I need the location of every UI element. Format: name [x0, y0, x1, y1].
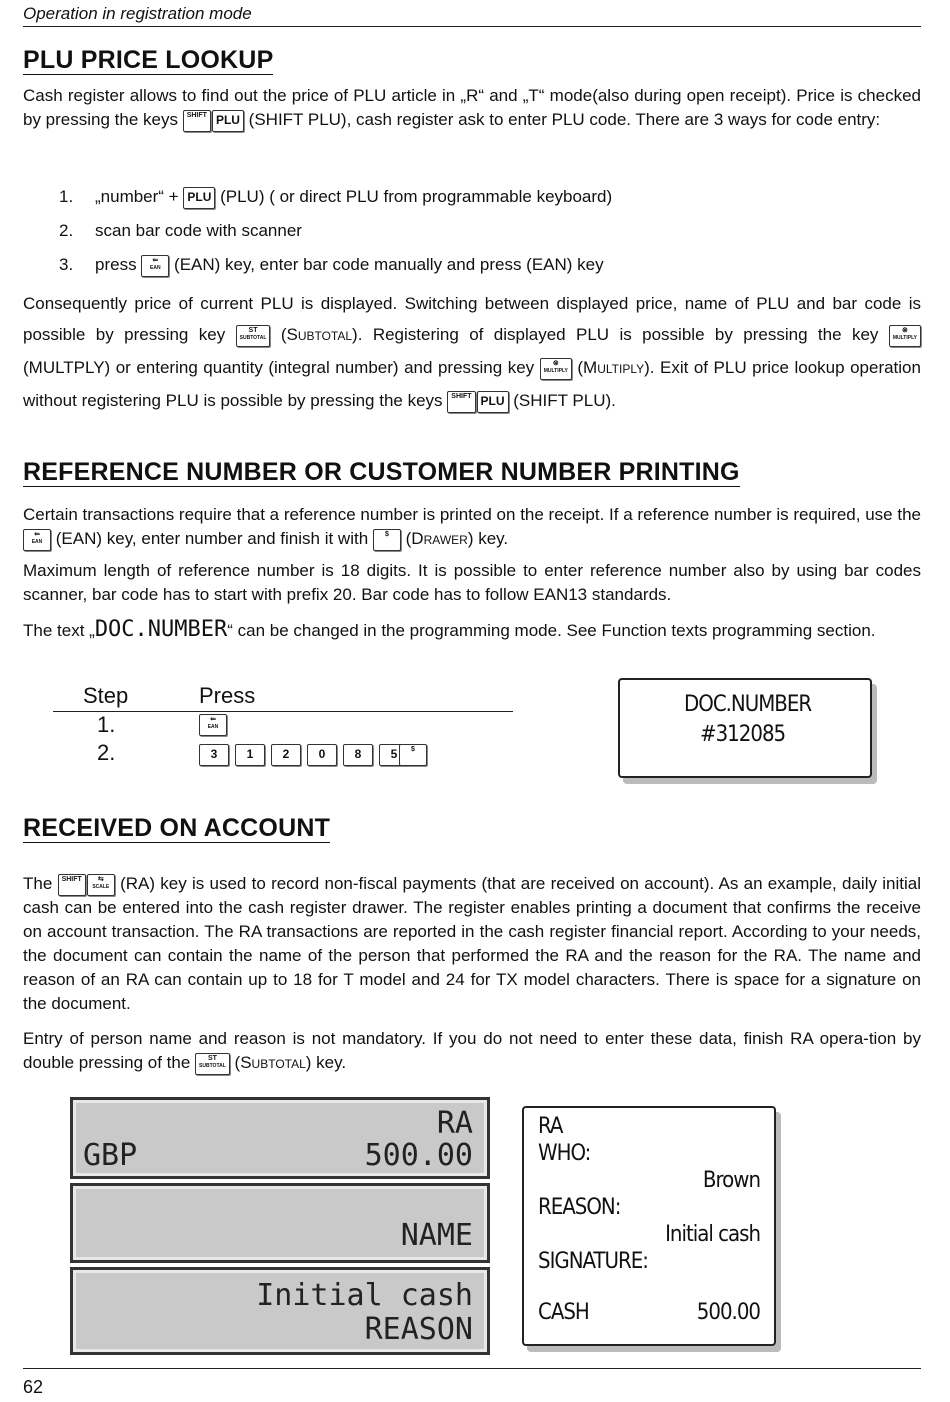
shift-plu-keys [183, 110, 244, 132]
shift-scale-keys [58, 874, 115, 896]
reference-text-note: The text „DOC.NUMBER“ can be changed in the programming mode. See Function texts programming section. [23, 617, 876, 642]
lcd-display-name: NAME [70, 1183, 490, 1263]
plu-key-icon: PLU [183, 187, 215, 209]
section-title-ra: RECEIVED ON ACCOUNT [23, 814, 331, 842]
digit-key-icon: 3 [199, 744, 229, 766]
ra-receipt: RA WHO: Brown REASON: Initial cash SIGNATURE: CASH 500.00 [522, 1106, 776, 1346]
scale-key-icon: ⇆ SCALE [87, 874, 115, 896]
shift-plu-keys [447, 391, 508, 413]
receipt-line: DOC.NUMBER [684, 692, 812, 717]
reference-length: Maximum length of reference number is 18 digits. It is possible to enter reference number also by using bar codes scanner, bar code has to start with prefix 20. Bar code has to follow EAN13 standards. [23, 561, 921, 604]
plu-entry-list [23, 180, 612, 282]
footer-rule [23, 1368, 921, 1369]
subtotal-key-icon: ST SUBTOTAL [236, 325, 271, 347]
receipt-line: #312085 [700, 722, 786, 747]
plu-intro: Cash register allows to find out the price of PLU article in „R“ and „T“ mode(also during open receipt). Price is checked by pressing the keys SHIFT PLU (SHIFT PLU), cash register ask to enter PLU code. There are 3 ways for code entry: [23, 84, 921, 132]
page-number: 62 [23, 1377, 44, 1397]
ra-note: Entry of person name and reason is not mandatory. If you do not need to enter these data, finish RA opera-tion by double pressing of the ST SUBTOTAL (SUBTOTAL) key. [23, 1027, 921, 1076]
shift-key-icon: SHIFT [183, 110, 211, 132]
running-header: Operation in registration mode [23, 4, 921, 27]
table-rule [53, 711, 513, 712]
press-header: Press [199, 683, 256, 708]
reference-intro: Certain transactions require that a reference number is printed on the receipt. If a reference number is required, use the ⇐ EAN (EAN) key, enter number and finish it with $ (DRAWER) key. [23, 503, 921, 552]
lcd-display-amount: RA GBP 500.00 [70, 1097, 490, 1179]
digit-key-icon: 2 [271, 744, 301, 766]
shift-key-icon: SHIFT [447, 391, 475, 413]
shift-key-icon: SHIFT [58, 874, 86, 896]
digit-key-icon: 8 [343, 744, 373, 766]
plu-description: Consequently price of current PLU is displayed. Switching between displayed price, name of PLU and bar code is possible by pressing key ST SUBTOTAL (SUBTOTAL). Registering of displayed PLU is possible by pressing the key ⊗ MULTIPLY (MULTPLY) or entering quantity (integral number) and pressing key ⊗ MULTIPLY (MULTIPLY). Exit of PLU price lookup operation without registering PLU is possible by pressing the keys SHIFT PLU (SHIFT PLU). [23, 288, 921, 416]
multiply-key-icon: ⊗ MULTIPLY [889, 325, 921, 347]
lcd-display-reason: Initial cash REASON [70, 1267, 490, 1355]
drawer-key-icon: $ [373, 529, 401, 551]
section-title-reference: REFERENCE NUMBER OR CUSTOMER NUMBER PRINTING [23, 458, 740, 486]
ean-key-icon: ⇐ EAN [199, 714, 227, 736]
digit-keys [199, 744, 409, 766]
digit-key-icon: 1 [235, 744, 265, 766]
ean-key-icon: ⇐ EAN [141, 255, 169, 277]
section-title-plu: PLU PRICE LOOKUP [23, 46, 274, 74]
plu-key-icon: PLU [212, 110, 244, 132]
drawer-key-icon: $ [399, 744, 427, 766]
digit-key-icon: 0 [307, 744, 337, 766]
step-header: Step [83, 683, 129, 708]
list-item: 3. press ⇐ EAN (EAN) key, enter bar code manually and press (EAN) key [23, 248, 612, 282]
ra-intro: The SHIFT ⇆ SCALE (RA) key is used to record non-fiscal payments (that are received on account). As an example, daily initial cash can be entered into the cash register drawer. The register enables printing a document that confirms the receive on account transaction. The RA transactions are reported in the cash register financial report. According to your needs, the document can contain the name of the person that performed the RA and the reason for the RA. The name and reason of an RA can contain up to 18 for T model and 24 for TX model characters. There is space for a signature on the document. [23, 874, 921, 1013]
list-item: 2. scan bar code with scanner [59, 221, 302, 240]
plu-key-icon: PLU [477, 391, 509, 413]
step-number: 2. [97, 740, 116, 765]
step-number: 1. [97, 712, 116, 737]
ean-key-icon: ⇐ EAN [23, 529, 51, 551]
doc-number-receipt [618, 678, 872, 778]
list-item: 1. „number“ + PLU (PLU) ( or direct PLU from programmable keyboard) [23, 180, 612, 214]
digit-key-icon: 5 [379, 744, 409, 766]
multiply-key-icon: ⊗ MULTIPLY [540, 358, 572, 380]
subtotal-key-icon: ST SUBTOTAL [195, 1053, 230, 1075]
